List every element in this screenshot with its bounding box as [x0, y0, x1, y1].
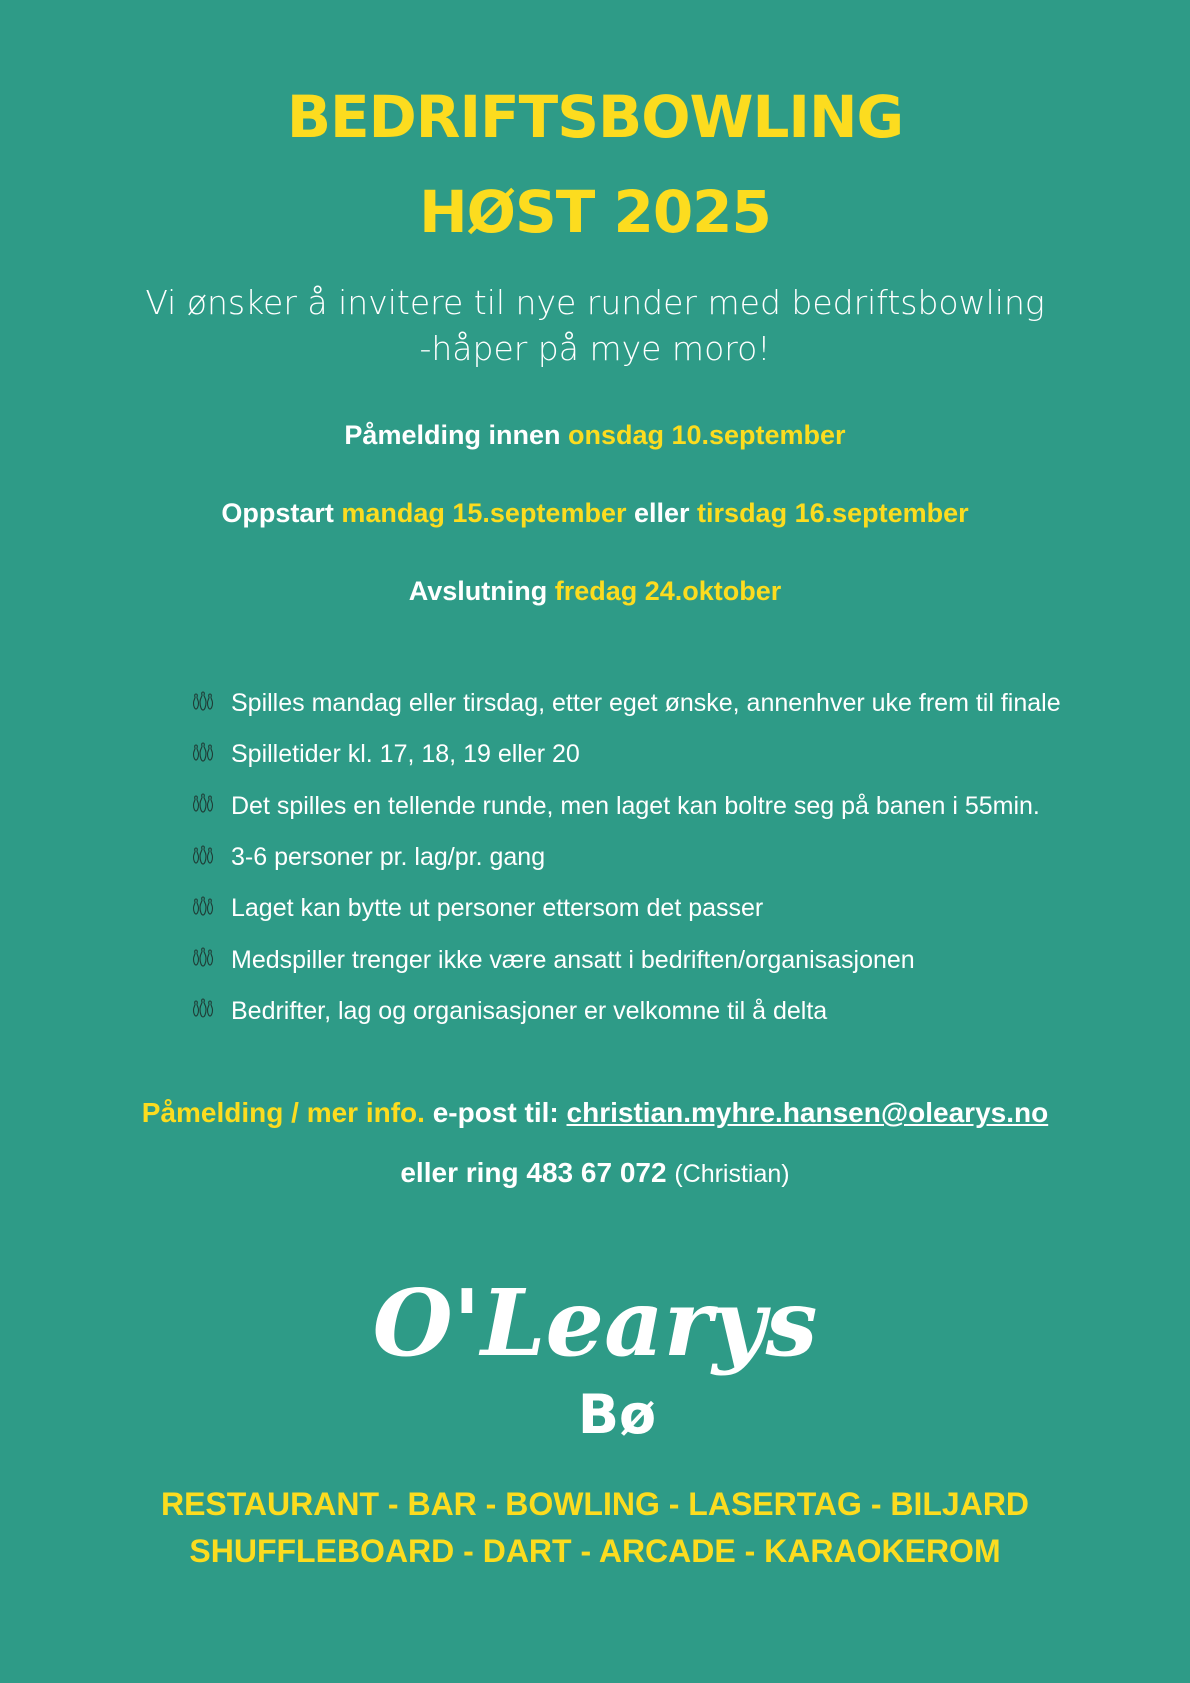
end-date-line — [0, 576, 1190, 607]
rule-text: Bedrifter, lag og organisasjoner er velkomne til å delta — [231, 996, 828, 1025]
rule-text: Det spilles en tellende runde, men laget kan boltre seg på banen i 55min. — [231, 791, 1040, 820]
end-label: Avslutning — [408, 576, 548, 606]
list-item — [192, 832, 1152, 883]
info-label: Påmelding / mer info. — [141, 1097, 425, 1128]
olearys-logo-graphic — [372, 1255, 818, 1446]
list-item — [192, 781, 1152, 832]
intro-line-1: Vi ønsker å invitere til nye runder med bedriftsbowling — [145, 283, 1045, 322]
bowling-pins-icon — [192, 845, 214, 871]
page-title: BEDRIFTSBOWLING — [286, 83, 904, 151]
list-item — [192, 986, 1152, 1037]
start-date-1: mandag 15.september — [341, 498, 627, 528]
rule-text: 3-6 personer pr. lag/pr. gang — [231, 843, 546, 872]
end-date: fredag 24.oktober — [554, 576, 782, 606]
rule-text: Laget kan bytte ut personer ettersom det passer — [231, 894, 764, 923]
list-item — [192, 678, 1152, 729]
start-or: eller — [633, 498, 690, 528]
bowling-pins-icon — [192, 947, 214, 973]
email-link[interactable]: christian.myhre.hansen@olearys.no — [566, 1097, 1049, 1128]
services-line-2: SHUFFLEBOARD - DART - ARCADE - KARAOKEROM — [189, 1533, 1001, 1569]
registration-date: onsdag 10.september — [567, 420, 846, 450]
bowling-pins-icon — [192, 691, 214, 717]
start-dates — [0, 498, 1190, 529]
contact-phone-line — [0, 1157, 1190, 1189]
bowling-pins-icon — [192, 793, 214, 819]
list-item — [192, 883, 1152, 934]
phone-contact-name: (Christian) — [674, 1160, 790, 1188]
rule-text: Spilletider kl. 17, 18, 19 eller 20 — [231, 740, 580, 769]
list-item — [192, 729, 1152, 780]
start-label: Oppstart — [221, 498, 334, 528]
page-subtitle: HØST 2025 — [419, 178, 771, 246]
registration-deadline — [0, 420, 1190, 451]
intro-text — [0, 280, 1190, 372]
rules-list — [192, 678, 1152, 1037]
registration-label: Påmelding innen — [344, 420, 561, 450]
rule-text: Medspiller trenger ikke være ansatt i bedriften/organisasjonen — [231, 945, 915, 974]
rule-text: Spilles mandag eller tirsdag, etter eget ønske, annenhver uke frem til finale — [231, 689, 1061, 718]
list-item — [192, 934, 1152, 985]
intro-line-2: -håper på mye moro! — [419, 329, 771, 368]
phone-label: eller ring 483 67 072 — [400, 1157, 667, 1188]
bowling-pins-icon — [192, 742, 214, 768]
contact-email-line — [0, 1097, 1190, 1129]
start-date-2: tirsdag 16.september — [697, 498, 969, 528]
services-line-1: RESTAURANT - BAR - BOWLING - LASERTAG - BILJARD — [160, 1486, 1030, 1522]
bowling-pins-icon — [192, 896, 214, 922]
olearys-logo — [372, 1255, 818, 1446]
logo-location-text: Bø — [577, 1383, 657, 1446]
email-label: e-post til: — [432, 1097, 559, 1128]
logo-brand-text: O'Learys — [372, 1269, 818, 1377]
bowling-pins-icon — [192, 998, 214, 1024]
